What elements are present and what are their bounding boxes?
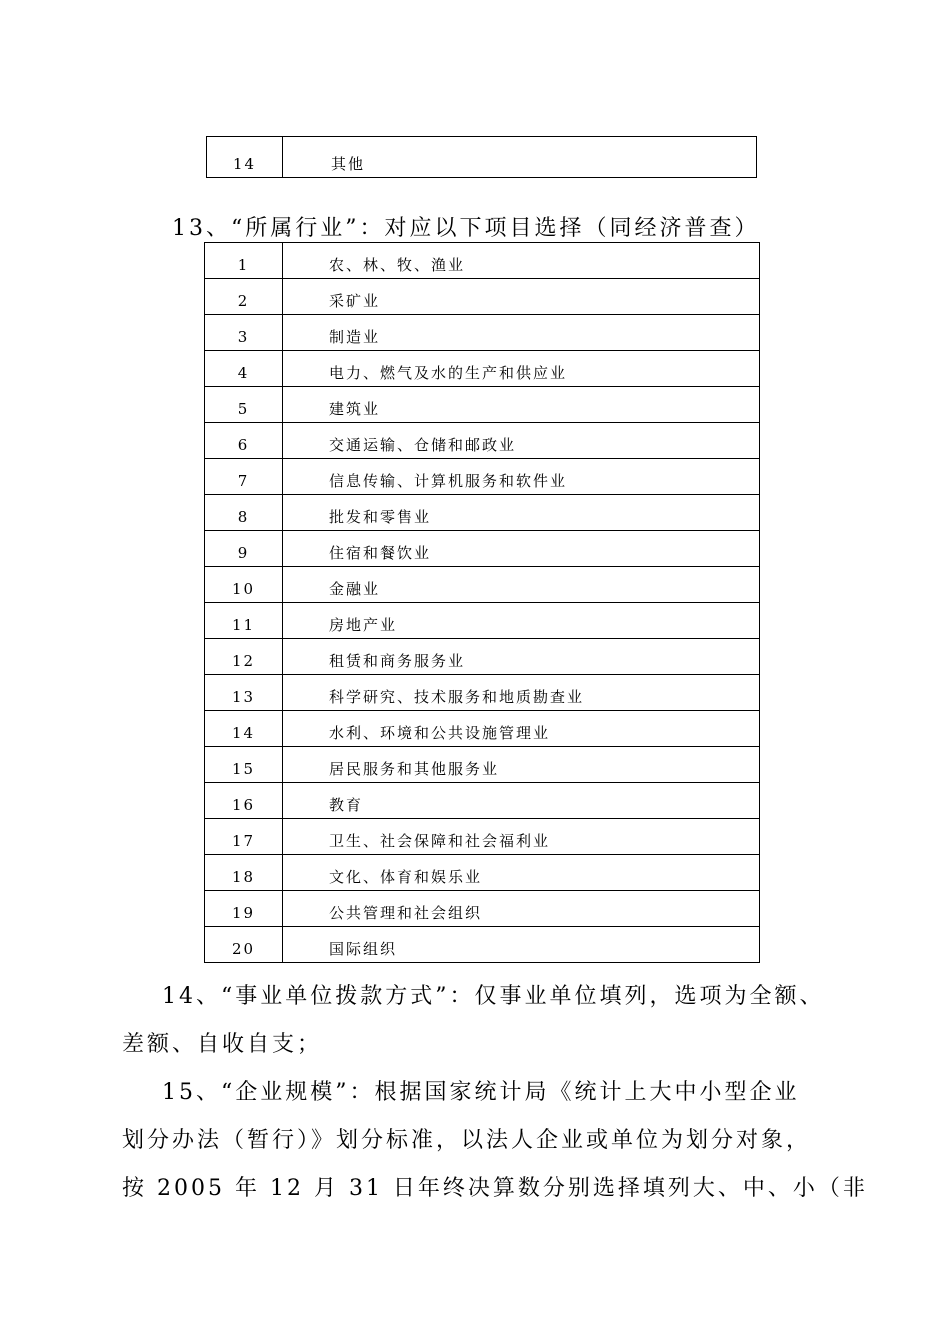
row-label: 居民服务和其他服务业 (283, 747, 760, 783)
section-15-line-2: 划分办法（暂行）》划分标准，以法人企业或单位为划分对象， (122, 1128, 812, 1153)
row-number: 10 (205, 567, 283, 603)
table-row (205, 603, 760, 639)
row-label: 公共管理和社会组织 (283, 891, 760, 927)
table-row (205, 387, 760, 423)
row-label: 农、林、牧、渔业 (283, 243, 760, 279)
industry-table (204, 242, 760, 963)
row-label: 其他 (283, 137, 757, 178)
row-number: 6 (205, 423, 283, 459)
row-number: 17 (205, 819, 283, 855)
row-label: 水利、环境和公共设施管理业 (283, 711, 760, 747)
row-label: 信息传输、计算机服务和软件业 (283, 459, 760, 495)
row-number: 18 (205, 855, 283, 891)
section-13-heading: 13、“所属行业”：对应以下项目选择（同经济普查） (172, 216, 760, 241)
row-label: 批发和零售业 (283, 495, 760, 531)
section-14-line-1: 14、“事业单位拨款方式”：仅事业单位填列，选项为全额、 (162, 984, 825, 1009)
table-row (205, 819, 760, 855)
row-label: 卫生、社会保障和社会福利业 (283, 819, 760, 855)
row-label: 教育 (283, 783, 760, 819)
row-number: 19 (205, 891, 283, 927)
row-label: 国际组织 (283, 927, 760, 963)
row-number: 14 (207, 137, 283, 178)
section-14-line-2: 差额、自收自支； (122, 1032, 323, 1057)
row-label: 交通运输、仓储和邮政业 (283, 423, 760, 459)
row-number: 3 (205, 315, 283, 351)
table-row (205, 927, 760, 963)
row-number: 13 (205, 675, 283, 711)
row-number: 12 (205, 639, 283, 675)
table-row (205, 279, 760, 315)
row-label: 建筑业 (283, 387, 760, 423)
table-row (205, 423, 760, 459)
top-table (206, 136, 757, 178)
table-row (205, 351, 760, 387)
row-number: 14 (205, 711, 283, 747)
row-label: 文化、体育和娱乐业 (283, 855, 760, 891)
table-row (205, 531, 760, 567)
table-row (205, 459, 760, 495)
row-number: 5 (205, 387, 283, 423)
table-row (205, 243, 760, 279)
row-number: 16 (205, 783, 283, 819)
table-row (205, 855, 760, 891)
row-label: 电力、燃气及水的生产和供应业 (283, 351, 760, 387)
row-label: 制造业 (283, 315, 760, 351)
row-number: 9 (205, 531, 283, 567)
table-row (205, 675, 760, 711)
table-row (205, 891, 760, 927)
row-label: 房地产业 (283, 603, 760, 639)
table-row (205, 747, 760, 783)
table-row (205, 711, 760, 747)
section-15-line-1: 15、“企业规模”：根据国家统计局《统计上大中小型企业 (162, 1080, 800, 1105)
row-label: 金融业 (283, 567, 760, 603)
row-number: 15 (205, 747, 283, 783)
row-number: 1 (205, 243, 283, 279)
row-number: 2 (205, 279, 283, 315)
table-row (207, 137, 757, 178)
row-number: 4 (205, 351, 283, 387)
row-number: 11 (205, 603, 283, 639)
row-label: 住宿和餐饮业 (283, 531, 760, 567)
row-label: 科学研究、技术服务和地质勘查业 (283, 675, 760, 711)
row-label: 租赁和商务服务业 (283, 639, 760, 675)
table-row (205, 567, 760, 603)
row-label: 采矿业 (283, 279, 760, 315)
table-row (205, 495, 760, 531)
section-15-line-3: 按 2005 年 12 月 31 日年终决算数分别选择填列大、中、小（非 (122, 1176, 868, 1201)
table-row (205, 315, 760, 351)
table-row (205, 783, 760, 819)
row-number: 8 (205, 495, 283, 531)
table-row (205, 639, 760, 675)
row-number: 7 (205, 459, 283, 495)
row-number: 20 (205, 927, 283, 963)
